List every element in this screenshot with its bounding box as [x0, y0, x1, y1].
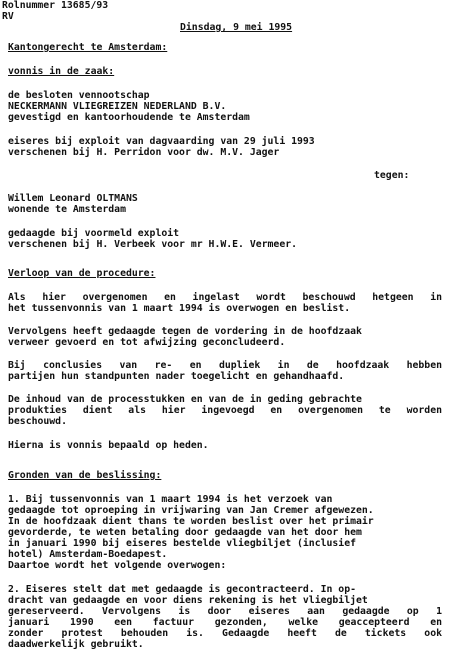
- grounds-line: dracht van gedaagde en voor diens rekening is het vliegbiljet: [8, 595, 368, 606]
- plaintiff-line: gevestigd en kantoorhoudende te Amsterdam: [8, 112, 250, 123]
- procedure-line: partijen hun standpunten nader toegelicht en gehandhaafd.: [8, 371, 345, 382]
- grounds-line: 1. Bij tussenvonnis van 1 maart 1994 is het verzoek van: [8, 494, 333, 505]
- grounds-heading: Gronden van de beslissing:: [8, 470, 162, 481]
- grounds-line: 2. Eiseres stelt dat met gedaagde is gecontracteerd. In op-: [8, 584, 356, 595]
- grounds-line: januari 1990 een factuur gezonden, welke geaccepteerd en: [8, 617, 442, 628]
- procedure-line: Bij conclusies van re- en dupliek in de hoofdzaak hebben: [8, 360, 442, 371]
- grounds-line: gedaagde tot oproeping in vrijwaring van Jan Cremer afgewezen.: [8, 505, 374, 516]
- procedure-line: beschouwd.: [8, 416, 67, 427]
- procedure-line: Hierna is vonnis bepaald op heden.: [8, 440, 209, 451]
- procedure-line: Vervolgens heeft gedaagde tegen de vordering in de hoofdzaak: [8, 326, 362, 337]
- grounds-line: gevorderde, te weten betaling door gedaagde van het door hem: [8, 527, 362, 538]
- defendant-name: Willem Leonard OLTMANS: [8, 193, 138, 204]
- case-code: RV: [2, 11, 14, 22]
- grounds-line: Daartoe wordt het volgende overwogen:: [8, 560, 227, 571]
- procedure-heading: Verloop van de procedure:: [8, 268, 156, 279]
- procedure-line: Als hier overgenomen en ingelast wordt beschouwd hetgeen in: [8, 292, 442, 303]
- grounds-line: daadwerkelijk gebruikt.: [8, 639, 144, 650]
- plaintiff-summons-line: eiseres bij exploit van dagvaarding van 29 juli 1993: [8, 136, 315, 147]
- procedure-line: produkties dient als hier ingevoegd en overgenomen te worden: [8, 405, 442, 416]
- court-name: Kantongerecht te Amsterdam:: [8, 42, 168, 53]
- grounds-line: hotel) Amsterdam-Boedapest.: [8, 549, 168, 560]
- plaintiff-name: NECKERMANN VLIEGREIZEN NEDERLAND B.V.: [8, 101, 227, 112]
- defendant-line: wonende te Amsterdam: [8, 204, 126, 215]
- procedure-line: het tussenvonnis van 1 maart 1994 is overwogen en beslist.: [8, 303, 351, 314]
- plaintiff-line: de besloten vennootschap: [8, 90, 150, 101]
- judgment-heading: vonnis in de zaak:: [8, 66, 115, 77]
- grounds-line: gereserveerd. Vervolgens is door eiseres aan gedaagde op 1: [8, 606, 442, 617]
- grounds-line: In de hoofdzaak dient thans te worden beslist over het primair: [8, 516, 374, 527]
- defendant-summons-line: verschenen bij H. Verbeek voor mr H.W.E. Vermeer.: [8, 239, 298, 250]
- case-number: Rolnummer 13685/93: [2, 0, 109, 11]
- procedure-line: verweer gevoerd en tot afwijzing geconcludeerd.: [8, 337, 286, 348]
- grounds-line: in januari 1990 bij eiseres bestelde vliegbiljet (inclusief: [8, 538, 356, 549]
- defendant-summons-line: gedaagde bij voormeld exploit: [8, 228, 180, 239]
- plaintiff-summons-line: verschenen bij H. Perridon voor dw. M.V. Jager: [8, 147, 280, 158]
- procedure-line: De inhoud van de processtukken en van de in geding gebrachte: [8, 394, 362, 405]
- grounds-line: zonder protest behouden is. Gedaagde heeft de tickets ook: [8, 628, 442, 639]
- document-date: Dinsdag, 9 mei 1995: [180, 22, 293, 33]
- tegen-label: tegen:: [374, 170, 410, 181]
